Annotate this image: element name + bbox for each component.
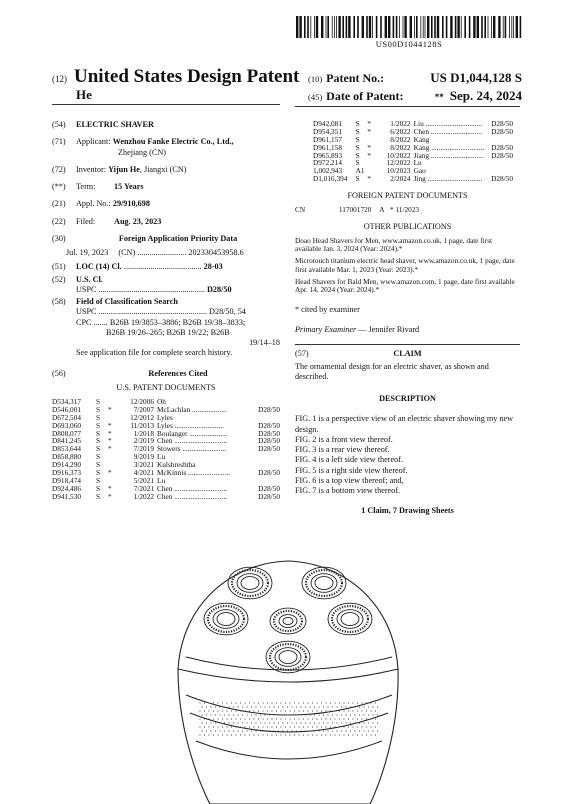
ref-class: D28/50 (258, 467, 280, 477)
ref-kind: S (96, 460, 101, 469)
reference-row (313, 152, 513, 160)
ref-number: D961,157 (313, 134, 342, 144)
publication-entry: Microtouch titanium electric head shaver, www.amazon.co.uk, 1 page, date first available Mar. 1, 2023 (Year: 2023).* (295, 256, 515, 274)
patent-date-row (308, 88, 522, 106)
ref-date: 12/2012 (130, 412, 154, 422)
ref-kind: A1 (355, 166, 365, 176)
ref-cited: * (108, 444, 112, 454)
applicant-place: Zhejiang (CN) (118, 147, 166, 157)
ref-kind: S (96, 412, 101, 422)
ref-class: D28/50 (491, 142, 513, 152)
ref-date: 12/2006 (130, 397, 154, 406)
shaver-head-ring (302, 567, 346, 599)
ref-cited (367, 159, 376, 167)
shaver-head-ring (315, 577, 333, 590)
ref-date: 7/2021 (133, 483, 154, 493)
figure-description: FIG. 5 is a right side view thereof. (295, 465, 408, 475)
patent-no-code: (10) (308, 74, 323, 84)
us-references-table (52, 398, 280, 500)
ref-cited: * (367, 119, 371, 128)
ref-name: Lu (157, 475, 166, 485)
loc-value: 28-03 (203, 262, 223, 272)
ref-date: 10/2023 (386, 166, 411, 176)
ref-date: 12/2022 (386, 158, 411, 168)
search-cpc-2: B26B 19/26–265; B26B 19/22; B26B (106, 327, 230, 337)
foreign-date: 11/2023 (395, 205, 420, 215)
header-rule-left (52, 104, 280, 105)
ref-date: 7/2007 (133, 404, 154, 414)
ref-cited: * (367, 142, 371, 152)
shaver-head-ring (279, 651, 297, 664)
publication-entry: Head Shavers for Bald Men, www.amazon.com, 1 page, date first available Apr. 14, 2024 (Year: 2024).* (295, 276, 515, 295)
ref-name: Liu ............................... (413, 119, 483, 128)
ref-kind: S (96, 444, 101, 454)
description-title: DESCRIPTION (379, 394, 436, 404)
patent-number-row (308, 70, 522, 88)
ref-kind: S (355, 134, 360, 144)
ref-name: Chen ............................ (413, 126, 482, 136)
ref-kind: S (96, 467, 101, 477)
ref-class: D28/50 (258, 436, 280, 446)
ref-number: D916,373 (52, 467, 81, 477)
ref-cited: * (367, 126, 371, 136)
ref-name: Lu (413, 158, 422, 168)
ref-number: D841,245 (52, 436, 81, 446)
loc-dots: ...................................... (123, 262, 202, 272)
field-21 (52, 199, 280, 209)
us-references-table-cont (313, 120, 513, 183)
ref-kind: S (96, 428, 101, 438)
reference-row (52, 469, 280, 477)
field-number: (30) (52, 233, 66, 243)
ref-class: D28/50 (258, 444, 280, 454)
ref-number: D961,158 (313, 142, 342, 152)
reference-row (52, 493, 280, 501)
ref-kind: S (96, 436, 101, 446)
ref-number: D546,001 (52, 404, 81, 414)
ref-number: 1,002,943 (313, 166, 343, 176)
shaver-head-ring (266, 641, 310, 673)
field-51 (52, 262, 280, 272)
ref-name: Chen ............................. (157, 491, 228, 501)
search-note: See application file for complete search history. (76, 348, 233, 358)
patent-header-right (308, 70, 522, 106)
field-52 (52, 275, 280, 296)
ref-class: D28/50 (491, 126, 513, 136)
ref-cited: * (367, 174, 371, 184)
shaver-head-ring (283, 617, 293, 624)
reference-row (313, 175, 513, 183)
shaver-head-ring (328, 603, 372, 635)
ref-name: Chen ............................. (157, 483, 228, 493)
priority-date: Jul. 19, 2023 (66, 248, 109, 257)
ref-number: D808,077 (52, 428, 81, 438)
claim-num: (57) (295, 348, 309, 358)
ref-class: D28/50 (258, 420, 280, 430)
ref-date: 2/2024 (390, 174, 411, 184)
claim-title: CLAIM (393, 348, 422, 358)
ref-name: Lyles (157, 412, 173, 422)
ref-date: 6/2022 (390, 126, 411, 136)
ref-class: D28/50 (258, 404, 280, 414)
ref-kind: S (355, 174, 360, 184)
field-22 (52, 217, 280, 227)
foreign-kind: A (379, 205, 385, 215)
shaver-head-ring (274, 611, 302, 631)
header-rule-right (295, 106, 520, 107)
ref-class: D28/50 (491, 150, 513, 160)
date-stars: ** (434, 92, 444, 102)
field-number: (71) (52, 137, 66, 147)
reference-row (313, 159, 513, 167)
ref-number: D672,504 (52, 412, 81, 422)
shaver-head-ring (217, 613, 235, 626)
ref-cited: * (108, 483, 112, 493)
ref-date: 1/2022 (133, 491, 154, 501)
ref-date: 2/2019 (133, 436, 154, 446)
figure-description: FIG. 7 is a bottom view thereof. (295, 486, 401, 496)
ref-class: D28/50 (491, 119, 513, 128)
ref-name: Boulanger ..................... (157, 428, 228, 438)
ref-number: D914,290 (52, 460, 81, 469)
shaver-head-ring (241, 577, 259, 590)
field-56 (52, 369, 280, 379)
uspc-value: D28/50 (207, 284, 232, 294)
search-cpc-3: 19/14–18 (249, 338, 280, 347)
foreign-docs-title: FOREIGN PATENT DOCUMENTS (347, 191, 468, 200)
ref-kind: S (96, 420, 101, 430)
field-30 (52, 234, 280, 244)
claim-text: The ornamental design for an electric shaver, as shown and described. (295, 361, 489, 381)
ref-name: Stowers ........................ (157, 444, 227, 454)
shaver-head-ring (279, 615, 297, 628)
figure-description: FIG. 6 is a top view thereof; and, (295, 475, 404, 485)
ref-name: McKinnis ....................... (157, 467, 230, 477)
term-label: Term: (76, 182, 96, 191)
filed-label: Filed: (76, 216, 96, 226)
field-72 (52, 165, 280, 175)
reference-row (313, 120, 513, 128)
publication-entry: Doao Head Shavers for Men, www.amazon.co.uk, 1 page, date first available Jan. 3, 2024 (Year: 2024).* (295, 235, 493, 254)
figure-description: FIG. 4 is a left side view thereof. (295, 455, 404, 465)
search-uspc: USPC ..................................................... D28/50, 54 (76, 307, 246, 317)
left-column (52, 120, 280, 500)
ref-number: D941,530 (52, 491, 81, 501)
inventor-surname: He (76, 87, 92, 102)
description-list (295, 414, 520, 496)
patent-no-label: Patent No.: (326, 71, 385, 85)
ref-kind: S (355, 150, 360, 160)
field-number: (52) (52, 274, 66, 284)
shaver-head-ring (228, 567, 272, 599)
figure-description: FIG. 3 is a rear view thereof. (295, 445, 390, 455)
cited-note: * cited by examiner (295, 305, 360, 315)
search-field-label: Field of Classification Search (76, 297, 178, 306)
ref-date: 11/2013 (130, 420, 154, 430)
ref-date: 5/2021 (133, 475, 154, 485)
field-number: (22) (52, 216, 66, 226)
ref-number: D858,880 (52, 452, 81, 462)
us-docs-title: U.S. PATENT DOCUMENTS (116, 382, 216, 392)
foreign-star: * (389, 205, 394, 215)
barcode-number: US00D1044128S (375, 39, 443, 49)
other-pubs-title: OTHER PUBLICATIONS (363, 222, 452, 232)
ref-kind: S (96, 483, 101, 493)
reference-row (313, 128, 513, 136)
ref-cited: * (108, 436, 112, 446)
ref-date: 1/2022 (390, 119, 411, 128)
applicant-name: Wenzhou Fanke Electric Co., Ltd., (112, 137, 234, 147)
ref-cited: * (108, 467, 112, 477)
foreign-country: CN (295, 205, 306, 215)
ref-date: 8/2022 (390, 134, 411, 144)
foreign-number: 117001720 (338, 205, 372, 215)
patent-number: US D1,044,128 S (430, 70, 522, 85)
ref-name: Kang (413, 134, 430, 144)
ref-cited: * (108, 420, 112, 430)
figure-description: FIG. 2 is a front view thereof. (295, 434, 393, 444)
design-title: ELECTRIC SHAVER (76, 120, 154, 129)
ref-date: 10/2022 (386, 150, 411, 160)
ref-cited (108, 453, 118, 461)
other-publications (295, 237, 520, 296)
appl-no-label: Appl. No.: (76, 199, 111, 209)
patent-date: Sep. 24, 2024 (449, 88, 522, 103)
field-number: (56) (52, 368, 66, 378)
ref-name: Lyles ........................... (157, 420, 224, 430)
inventor-label: Inventor: (76, 164, 107, 174)
priority-dots: ........................ (137, 248, 187, 257)
examiner-line (295, 325, 520, 335)
kind-code: (12) (52, 74, 67, 84)
ref-name: Jing .............................. (413, 174, 483, 184)
ref-name: Kang ............................. (413, 142, 485, 152)
date-code: (45) (308, 92, 323, 102)
term-value: 15 Years (114, 182, 144, 191)
page-title: United States Design Patent (74, 66, 300, 87)
right-column (295, 120, 520, 517)
claim-header (295, 344, 520, 358)
ref-kind: S (96, 475, 101, 485)
loc-label: LOC (14) Cl. (76, 262, 122, 272)
ref-number: D534,317 (52, 397, 81, 406)
reference-row (52, 445, 280, 453)
ref-date: 7/2019 (133, 444, 154, 454)
claims-summary: 1 Claim, 7 Drawing Sheets (361, 506, 454, 516)
ref-name: Lu (157, 452, 166, 462)
ref-name: Chen ............................. (157, 436, 228, 446)
priority-number: 202330453958.6 (188, 248, 244, 257)
ref-name: McLachlan ................... (157, 404, 227, 414)
ref-class: D28/50 (258, 428, 280, 438)
us-cl-label: U.S. Cl. (76, 274, 103, 284)
ref-number: D965,893 (313, 150, 342, 160)
ref-number: D942,081 (313, 119, 342, 128)
ref-name: Kulshreshtha (157, 460, 196, 469)
figure-description: FIG. 1 is a perspective view of an electric shaver showing my new design. (295, 414, 514, 434)
ref-date: 4/2021 (133, 467, 154, 477)
ref-class (484, 159, 513, 167)
field-number: (72) (52, 164, 66, 174)
ref-number: D972,214 (313, 158, 342, 168)
field-54 (52, 120, 280, 130)
field-number: (21) (52, 199, 66, 209)
ref-number: D853,644 (52, 444, 81, 454)
filed-date: Aug. 23, 2023 (114, 216, 162, 226)
ref-kind: S (96, 397, 101, 406)
examiner-name: — Jennifer Rivard (356, 325, 420, 335)
ref-class: D28/50 (491, 174, 513, 184)
inventor-place: , Jiangxi (CN) (139, 164, 187, 174)
ref-number: D954,351 (313, 126, 342, 136)
field-58 (52, 297, 280, 359)
uspc-label: USPC (76, 284, 97, 294)
field-71 (52, 137, 280, 158)
ref-number: D924,486 (52, 483, 81, 493)
priority-country: (CN) (118, 248, 136, 257)
ref-kind: S (355, 119, 360, 128)
ref-kind: S (355, 158, 360, 168)
field-number: (51) (52, 262, 66, 272)
priority-row (66, 248, 280, 258)
field-number: (**) (52, 182, 66, 191)
barcode (296, 16, 522, 38)
ref-cited: * (108, 404, 112, 414)
ref-kind: S (355, 126, 360, 136)
ref-name: Oh (157, 397, 166, 406)
ref-date: 3/2021 (133, 460, 154, 469)
ref-name: Jiang ............................. (413, 150, 484, 160)
ref-date: 9/2019 (133, 452, 154, 462)
ref-class: D28/50 (258, 491, 280, 501)
uspc-dots: .................................................... (98, 284, 205, 294)
shaver-head-ring (204, 603, 248, 635)
shaver-head-ring (341, 613, 359, 626)
applicant-label: Applicant: (76, 137, 111, 147)
examiner-label: Primary Examiner (295, 325, 357, 335)
ref-cited: * (367, 150, 371, 160)
field-number: (54) (52, 120, 66, 129)
document-kind (52, 66, 299, 88)
search-cpc-1: CPC ....... B26B 19/3853–3886; B26B 19/38–3833; (76, 317, 246, 327)
ref-number: D693,060 (52, 420, 81, 430)
ref-cited: * (108, 428, 112, 438)
field-number: (58) (52, 297, 66, 306)
appl-no-value: 29/910,698 (112, 199, 150, 209)
date-label: Date of Patent: (326, 89, 404, 103)
ref-date: 8/2022 (390, 142, 411, 152)
shaver-drawing (0, 545, 568, 804)
ref-class (250, 453, 280, 461)
inventor-name: Yijun He (108, 164, 140, 174)
ref-class: D28/50 (258, 483, 280, 493)
ref-kind: S (355, 142, 360, 152)
foreign-doc-row (295, 205, 520, 214)
ref-kind: S (96, 491, 101, 501)
ref-kind: S (96, 404, 101, 414)
ref-date: 1/2018 (133, 428, 154, 438)
ref-cited: * (108, 491, 112, 501)
ref-number: D1,016,394 (313, 174, 348, 184)
references-title: References Cited (148, 368, 208, 378)
ref-number: D918,474 (52, 475, 81, 485)
ref-kind: S (96, 452, 101, 462)
field-term (52, 182, 280, 192)
ref-name: Gao (413, 166, 426, 176)
priority-title: Foreign Application Priority Data (118, 233, 238, 243)
